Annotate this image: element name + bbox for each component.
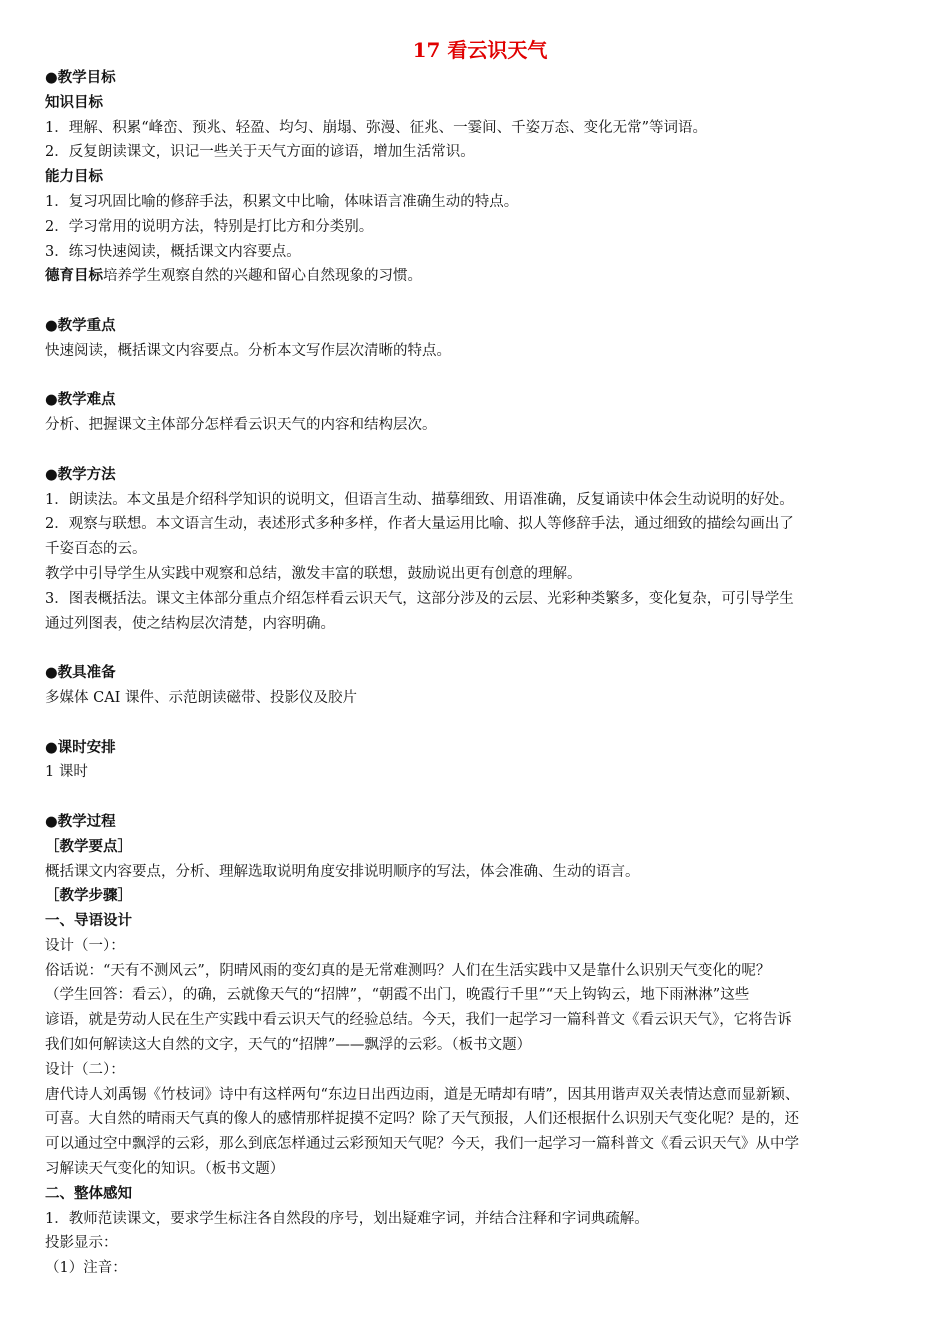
- focus-text: 快速阅读，概括课文内容要点。分析本文写作层次清晰的特点。: [45, 342, 451, 359]
- ability-goal-2: 2．学习常用的说明方法，特别是打比方和分类别。: [45, 218, 374, 235]
- schedule-heading: ●课时安排: [45, 738, 116, 756]
- design-2-line-2: 可喜。大自然的晴雨天气真的像人的感情那样捉摸不定吗？除了天气预报，人们还根据什么识别天气变化呢？是的，还: [45, 1111, 799, 1128]
- tools-text: 多媒体 CAI 课件、示范朗读磁带、投影仪及胶片: [45, 689, 358, 706]
- design-1-line-3: 谚语，就是劳动人民在生产实践中看云识天气的经验总结。今天，我们一起学习一篇科普文《看云识天气》，它将告诉: [45, 1012, 792, 1029]
- schedule-text: 1 课时: [45, 764, 88, 781]
- design-2-line-4: 习解读天气变化的知识。（板书文题）: [45, 1161, 285, 1178]
- method-2-line-2: 千姿百态的云。: [45, 541, 147, 558]
- process-heading: ●教学过程: [45, 812, 116, 830]
- methods-heading: ●教学方法: [45, 465, 116, 483]
- difficulty-heading: ●教学难点: [45, 391, 116, 409]
- goals-heading: ●教学目标: [45, 69, 116, 86]
- knowledge-goal-1: 1．理解、积累“峰峦、预兆、轻盈、均匀、崩塌、弥漫、征兆、一霎间、千姿万态、变化无常”等词语。: [45, 119, 708, 136]
- document-page: [45, 36, 915, 1281]
- design-2-line-1: 唐代诗人刘禹锡《竹枝词》诗中有这样两句“东边日出西边雨，道是无晴却有晴”，因其用谐声双关表情达意而显新颖、: [45, 1086, 800, 1103]
- design-2-label: 设计（二）：: [45, 1061, 125, 1078]
- projection-label: 投影显示：: [45, 1235, 118, 1252]
- method-3-line-1: 3．图表概括法。课文主体部分重点介绍怎样看云识天气，这部分涉及的云层、光彩种类繁多，变化复杂，可引导学生: [45, 590, 794, 607]
- moral-goal-label: 德育目标: [45, 267, 103, 285]
- method-1: 1．朗读法。本文虽是介绍科学知识的说明文，但语言生动、描摹细致、用语准确，反复诵读中体会生动说明的好处。: [45, 491, 794, 508]
- overall-heading: 二、整体感知: [45, 1184, 132, 1202]
- tools-heading: ●教具准备: [45, 664, 116, 682]
- ability-goal-3: 3．练习快速阅读，概括课文内容要点。: [45, 243, 301, 260]
- design-2-line-3: 可以通过空中飘浮的云彩，那么到底怎样通过云彩预知天气呢？今天，我们一起学习一篇科普文《看云识天气》从中学: [45, 1136, 799, 1153]
- method-3-line-2: 通过列图表，使之结构层次清楚，内容明确。: [45, 615, 335, 632]
- ability-goals-heading: 能力目标: [45, 168, 103, 186]
- difficulty-text: 分析、把握课文主体部分怎样看云识天气的内容和结构层次。: [45, 417, 437, 434]
- ability-goal-1: 1．复习巩固比喻的修辞手法，积累文中比喻，体味语言准确生动的特点。: [45, 193, 519, 210]
- design-1-line-4: 我们如何解读这大自然的文字，天气的“招牌”——飘浮的云彩。（板书文题）: [45, 1037, 532, 1054]
- design-1-line-1: 俗话说：“天有不测风云”，阴晴风雨的变幻真的是无常难测吗？人们在生活实践中又是靠什么识别天气变化的呢？: [45, 962, 771, 979]
- knowledge-goals-heading: 知识目标: [45, 93, 103, 111]
- design-1-label: 设计（一）：: [45, 937, 125, 954]
- moral-goal-text: 培养学生观察自然的兴趣和留心自然现象的习惯。: [103, 268, 422, 285]
- method-2-line-1: 2．观察与联想。本文语言生动，表述形式多种多样，作者大量运用比喻、拟人等修辞手法，通过细致的描绘勾画出了: [45, 516, 794, 533]
- lesson-title: 17 看云识天气: [412, 38, 548, 62]
- knowledge-goal-2: 2．反复朗读课文，识记一些关于天气方面的谚语，增加生活常识。: [45, 144, 475, 161]
- intro-heading: 一、导语设计: [45, 912, 132, 930]
- focus-heading: ●教学重点: [45, 316, 116, 334]
- key-points-heading: ［教学要点］: [45, 837, 132, 855]
- steps-heading: ［教学步骤］: [45, 887, 132, 905]
- design-1-line-2: （学生回答：看云），的确，云就像天气的“招牌”，“朝霞不出门，晚霞行千里”“天上钩钩云，地下雨淋淋”这些: [45, 987, 750, 1004]
- pronunciation-label: （1）注音：: [45, 1260, 127, 1277]
- key-points-text: 概括课文内容要点，分析、理解选取说明角度安排说明顺序的写法，体会准确、生动的语言。: [45, 863, 640, 880]
- moral-goal: [45, 264, 915, 289]
- overall-step-1: 1．教师范读课文，要求学生标注各自然段的序号，划出疑难字词，并结合注释和字词典疏解。: [45, 1210, 649, 1227]
- method-2-line-3: 教学中引导学生从实践中观察和总结，激发丰富的联想，鼓励说出更有创意的理解。: [45, 565, 582, 582]
